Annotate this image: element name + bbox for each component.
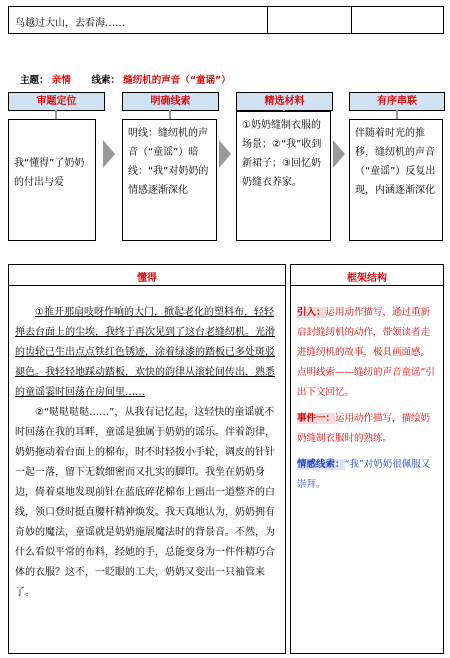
connector-line — [55, 110, 57, 119]
step-title-3: 精选材料 — [236, 92, 333, 111]
step-body-4: 伴随着时光的推移，缝纫机的声音（“童谣”）反复出现，内涵逐渐深化 — [349, 119, 443, 241]
step-body-3: ①奶奶缝制衣服的场景；②“我”收到新裙子；③回忆奶奶缝衣养家。 — [236, 111, 331, 241]
event-1-text: 运用动作描写，描绘奶奶缝制衣服时的熟练。 — [297, 413, 431, 444]
arrow-right-icon — [219, 140, 231, 168]
intro-text: 运用动作描写，通过重新启封缝纫机的动作，带领读者走进缝纫机的故事，极具画面感。点明线索——缝纫的声音童谣”引出下文回忆。 — [297, 307, 435, 398]
structure-emotion — [297, 455, 438, 495]
structure-event-1 — [297, 409, 438, 449]
theme-label: 主题： — [20, 75, 49, 86]
theme-value: 亲情 — [51, 75, 71, 86]
arrow-right-icon — [333, 140, 345, 168]
event-1-label: 事件一： — [297, 413, 336, 424]
theme-line — [20, 72, 231, 86]
essay-title: 懂得 — [137, 273, 157, 284]
connector-line — [169, 110, 171, 119]
cell-divider — [267, 7, 268, 33]
step-body-2: 明线：缝纫机的声音（“童谣”）暗线：“我”对奶奶的情感逐渐深化 — [122, 119, 217, 241]
intro-label: 引入： — [297, 307, 326, 318]
top-row-text: 鸟越过大山，去看海…… — [15, 18, 125, 29]
arrow-right-icon — [103, 140, 115, 168]
top-table-row — [8, 6, 444, 34]
step-title-1: 审题定位 — [8, 92, 105, 111]
structure-panel — [290, 264, 444, 654]
clue-value: 缝纫机的声音（“童谣”） — [123, 75, 231, 86]
connector-line — [396, 110, 398, 119]
essay-paragraph-2: ②“哒哒哒哒……”，从我有记忆起，这轻快的童谣就不时回荡在我的耳畔，童谣是独属于奶奶的谣乐。伴着韵律，奶奶拖动着台面上的棉布，时不时轻拨小手轮，调皮的针针一起一落，留下无数细密而又扎实的脚印。我坐在奶奶身边，倚着桌地发现前针在蓝底碎花棉布上画出一道整齐的白线，领口登时挺直腰杆精神焕发。我天真地认为，奶奶拥有奇妙的魔法，童谣就是奶奶施展魔法时的背景音。不然，为什么看似平常的布料，经她的手，总能变身为一件件精巧合体的衣服？这不，一眨眼的工夫，奶奶又变出一只袖管来了。 — [15, 407, 275, 598]
emotion-text: “我”对奶奶很佩服又崇拜。 — [297, 459, 431, 490]
emotion-label: 情感线索： — [297, 459, 345, 470]
structure-title: 框架结构 — [347, 273, 387, 284]
cell-divider — [351, 7, 352, 33]
step-body-1: 我“懂得”了奶奶的付出与爱 — [8, 119, 96, 241]
essay-panel — [8, 264, 286, 654]
structure-intro — [297, 303, 438, 403]
clue-label: 线索： — [91, 75, 120, 86]
step-title-4: 有序串联 — [349, 92, 445, 111]
essay-paragraph-1: ①推开那扇吱呀作响的大门，掀起老化的塑料布，轻轻掸去台面上的尘埃，我终于再次见到了这台老缝纫机。光滑的齿轮已生出点点铁红色锈迹，涂着绿漆的踏板已多处斑驳褪色。我轻轻地踩动踏板，欢快的韵律从滚轮间传出，熟悉的童谣霎时回荡在房间里…… — [15, 307, 275, 398]
step-title-2: 明确线索 — [122, 92, 219, 111]
